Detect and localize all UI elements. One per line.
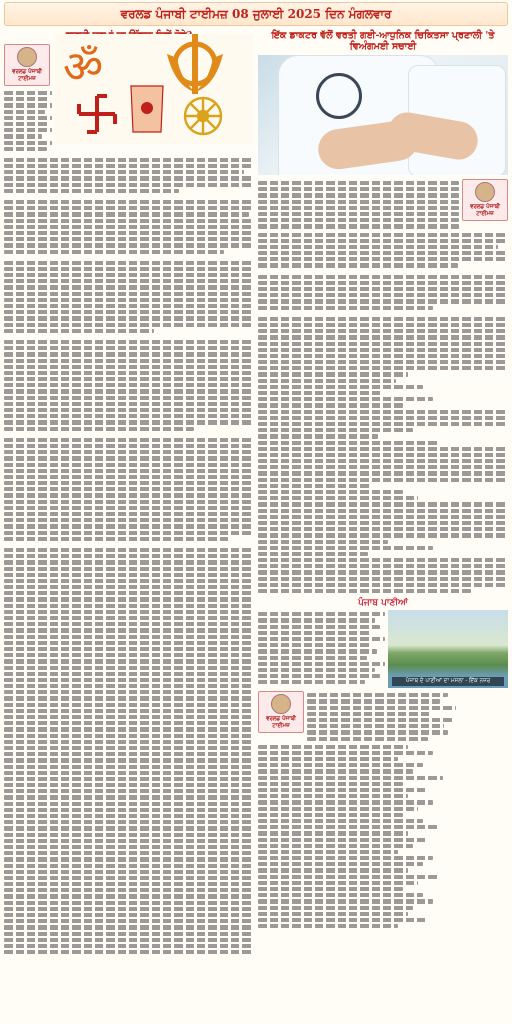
author-head-icon (17, 47, 37, 67)
symbols-svg (55, 34, 253, 144)
right-column (258, 28, 508, 1020)
masthead (4, 2, 508, 26)
right-body-text (258, 231, 508, 596)
left-intro-lines (4, 89, 52, 153)
right-headline: ਇੱਕ ਡਾਕਟਰ ਵੱਲੋਂ ਵਰਤੀ ਗਈ-ਆਧੁਨਿਕ ਚਿਕਿਤਸਾ ਪ੍ਰਣਾਲੀ 'ਤੇ ਵਿਅੰਗਮਈ ਸਚਾਈ (271, 30, 495, 52)
left-top-block (4, 44, 254, 153)
left-column (4, 28, 254, 1020)
masthead-title: ਵਰਲਡ ਪੰਜਾਬੀ ਟਾਈਮਜ਼ 08 ਜੁਲਾਈ 2025 ਦਿਨ ਮੰਗਲਵਾਰ (120, 6, 392, 21)
doctor-photo (258, 55, 508, 175)
poem-title: ਪੰਜਾਬ ਪਾਣੀਆਂ (358, 598, 408, 609)
right-lead-lines (258, 179, 459, 231)
left-body-text (4, 156, 254, 956)
left-byline-name: ਵਰਲਡ ਪੰਜਾਬੀ ਟਾਈਮਜ਼ (12, 69, 42, 82)
author-head-icon (475, 182, 495, 202)
right-byline-name: ਵਰਲਡ ਪੰਜਾਬੀ ਟਾਈਮਜ਼ (470, 204, 500, 217)
poem-lines-left (258, 610, 385, 688)
stethoscope-icon (316, 73, 362, 119)
svg-text:ॐ: ॐ (63, 42, 104, 93)
poem-byline-name: ਵਰਲਡ ਪੰਜਾਬੀ ਟਾਈਮਜ਼ (266, 716, 296, 730)
jain-icon (131, 86, 163, 132)
poem-lines-right (307, 691, 508, 743)
right-byline-photo (462, 179, 508, 221)
canal-photo (388, 610, 508, 688)
poem-byline-photo (258, 691, 304, 733)
dharma-wheel-icon (185, 98, 221, 134)
canal-caption: ਪੰਜਾਬ ਦੇ ਪਾਣੀਆਂ ਦਾ ਮਸਲਾ - ਇੱਕ ਨਜ਼ਰ (392, 677, 504, 686)
author-head-icon (271, 694, 291, 714)
religious-symbols-image (55, 44, 253, 134)
left-byline-photo (4, 44, 50, 86)
om-icon (63, 42, 103, 93)
poem-lines-bottom (258, 743, 508, 931)
